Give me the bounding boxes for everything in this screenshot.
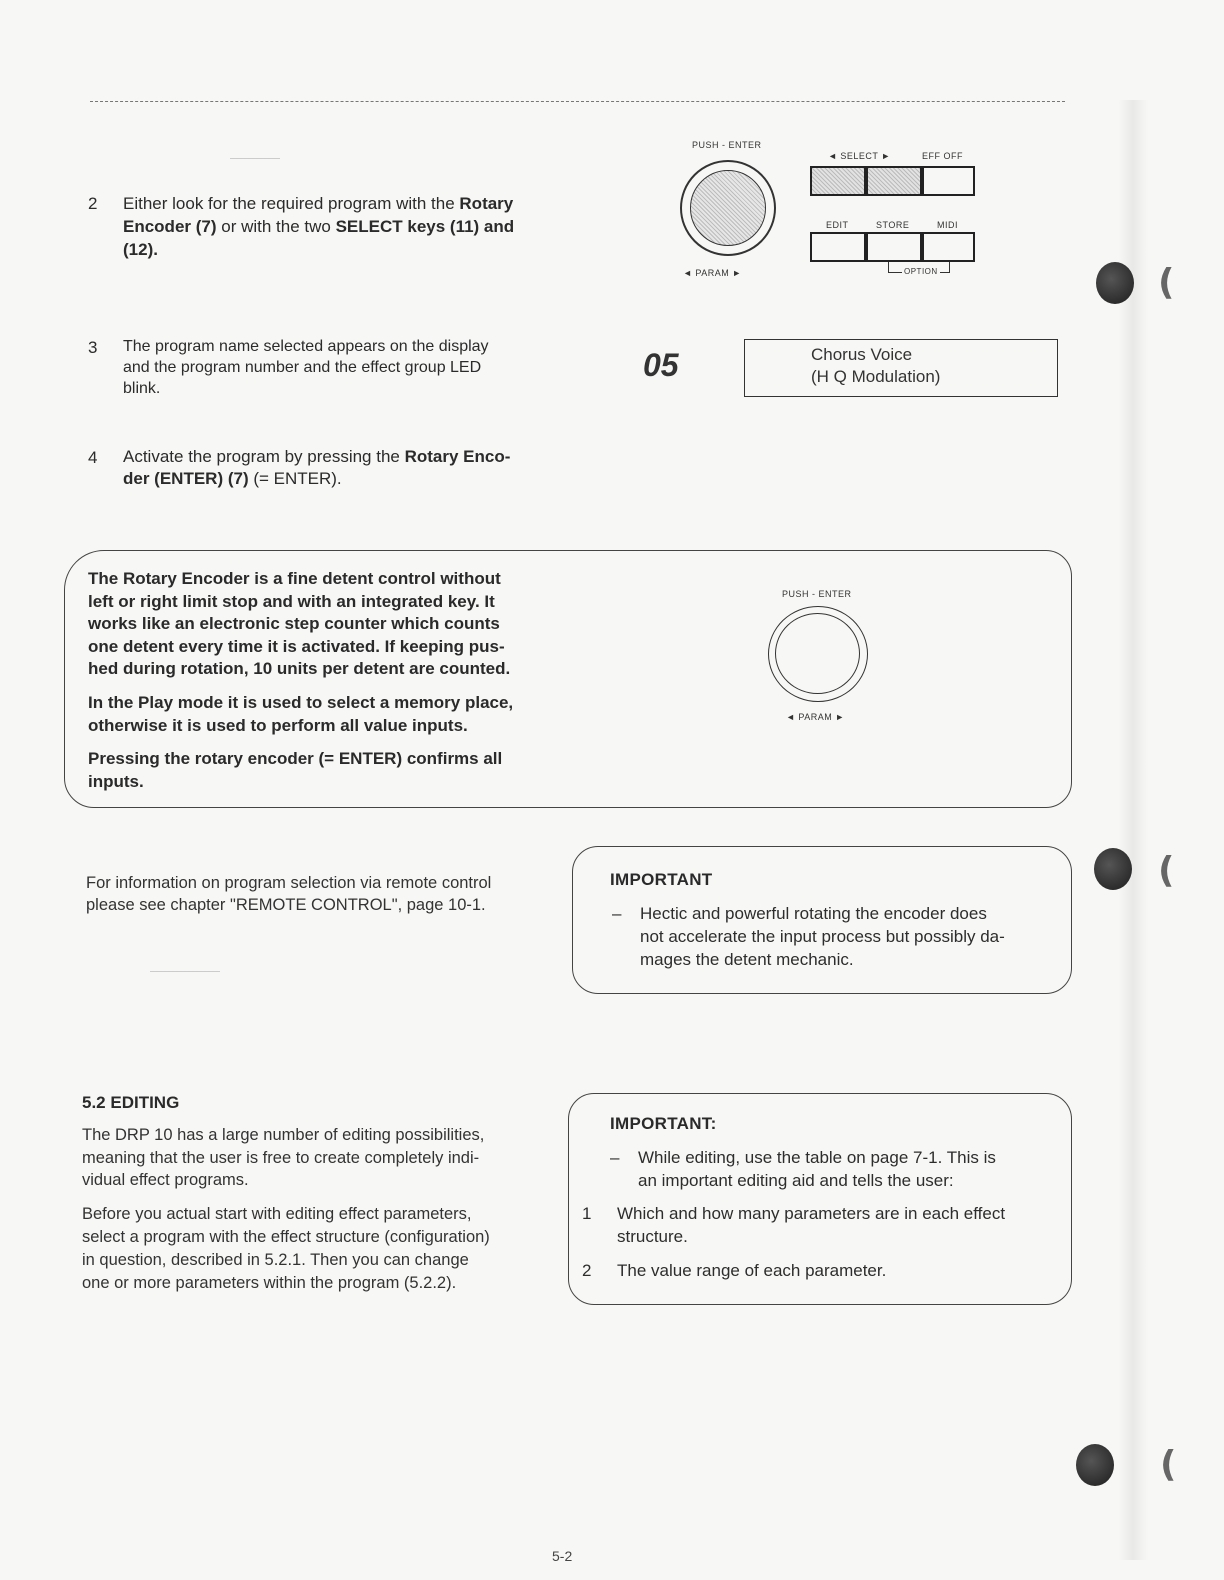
- store-label: STORE: [876, 220, 910, 230]
- rotary-encoder-knob: [680, 160, 776, 256]
- encoder-note-para-3: [88, 748, 568, 793]
- note-line: one detent every time it is activated. If keeping pus-: [88, 636, 505, 656]
- punch-hole: [1094, 848, 1132, 890]
- dash-bullet: –: [610, 1148, 620, 1167]
- display-line-2: (H Q Modulation): [811, 367, 941, 386]
- note-line: left or right limit stop and with an integrated key. It: [88, 591, 495, 611]
- step-text-bold: Rotary: [459, 194, 514, 213]
- important-title: IMPORTANT:: [610, 1114, 717, 1133]
- important-line: structure.: [617, 1227, 688, 1246]
- item-number: 1: [582, 1204, 592, 1223]
- note-line: Pressing the rotary encoder (= ENTER) confirms all: [88, 749, 503, 768]
- step-text-bold: der (ENTER) (7): [123, 469, 249, 488]
- lcd-display: [744, 339, 1058, 397]
- important-line: not accelerate the input process but possibly da-: [640, 927, 1005, 946]
- important-line: mages the detent mechanic.: [640, 950, 854, 969]
- midi-key: [922, 232, 975, 262]
- dash-bullet: –: [612, 904, 622, 923]
- step-text-bold: (12).: [123, 240, 158, 259]
- step-text: or with the two: [216, 217, 336, 236]
- top-rule: [90, 101, 1065, 102]
- important-line: The value range of each parameter.: [617, 1261, 887, 1280]
- para-line: The DRP 10 has a large number of editing possibilities,: [82, 1126, 485, 1144]
- rotary-encoder-cap: [690, 170, 766, 246]
- important-line: Hectic and powerful rotating the encoder does: [640, 904, 987, 923]
- important-line: Which and how many parameters are in each effect: [617, 1204, 1006, 1223]
- scan-mark: [230, 158, 280, 159]
- option-label: OPTION: [904, 267, 938, 276]
- edit-key: [810, 232, 866, 262]
- note-line: inputs.: [88, 771, 144, 791]
- push-enter-label: PUSH - ENTER: [692, 140, 762, 150]
- select-label: ◄ SELECT ►: [828, 151, 891, 161]
- param-label: ◄ PARAM ►: [683, 268, 742, 278]
- display-line-1: Chorus Voice: [811, 345, 913, 364]
- step-text-bold: Encoder (7): [123, 217, 217, 236]
- punch-hole-shadow: (: [1158, 262, 1175, 303]
- important-line: While editing, use the table on page 7-1. This is: [638, 1148, 996, 1167]
- important-title: IMPORTANT: [610, 870, 713, 889]
- param-label: ◄ PARAM ►: [786, 712, 845, 722]
- info-line: For information on program selection via remote control: [86, 874, 492, 892]
- para-line: meaning that the user is free to create completely indi-: [82, 1148, 480, 1167]
- rotary-encoder-cap: [775, 613, 860, 694]
- editing-para-2: [82, 1203, 490, 1295]
- punch-hole: [1076, 1444, 1114, 1486]
- note-line: works like an electronic step counter which counts: [88, 614, 500, 633]
- edit-label: EDIT: [826, 220, 849, 230]
- editing-para-1: [82, 1124, 484, 1192]
- info-line: please see chapter "REMOTE CONTROL", page 10-1.: [86, 896, 486, 914]
- step-text-bold: Rotary Enco-: [404, 447, 511, 466]
- select-right-key: [866, 166, 922, 196]
- para-line: in question, described in 5.2.1. Then you can change: [82, 1251, 469, 1269]
- para-line: select a program with the effect structure (configuration): [82, 1228, 490, 1246]
- step-text-bold: SELECT keys (11) and: [335, 217, 515, 236]
- push-enter-label: PUSH - ENTER: [782, 589, 852, 599]
- punch-hole: [1096, 262, 1134, 304]
- encoder-note-para-2: [88, 692, 568, 737]
- para-line: Before you actual start with editing effect parameters,: [82, 1205, 472, 1223]
- step-text: Activate the program by pressing the: [123, 447, 405, 466]
- step-number: 2: [88, 194, 98, 213]
- encoder-note-para-1: [88, 568, 568, 681]
- note-line: In the Play mode it is used to select a memory place,: [88, 693, 514, 712]
- para-line: vidual effect programs.: [82, 1171, 249, 1189]
- note-line: The Rotary Encoder is a fine detent control without: [88, 569, 501, 588]
- step-text: blink.: [123, 380, 161, 397]
- para-line: one or more parameters within the program (5.2.2).: [82, 1274, 457, 1292]
- note-line: hed during rotation, 10 units per detent are counted.: [88, 659, 511, 678]
- page-number: 5-2: [552, 1548, 573, 1564]
- midi-label: MIDI: [937, 220, 958, 230]
- note-line: otherwise it is used to perform all value inputs.: [88, 715, 468, 735]
- program-number-display: 05: [643, 347, 679, 383]
- step-number: 3: [88, 338, 98, 357]
- section-heading: 5.2 EDITING: [82, 1093, 180, 1112]
- step-number: 4: [88, 448, 98, 467]
- step-text: The program name selected appears on the display: [123, 338, 489, 355]
- store-key: [866, 232, 922, 262]
- rotary-encoder-knob: [768, 606, 868, 702]
- step-text: (= ENTER).: [248, 469, 342, 488]
- important-line: an important editing aid and tells the user:: [638, 1171, 954, 1190]
- eff-off-label: EFF OFF: [922, 151, 963, 161]
- punch-hole-shadow: (: [1160, 1444, 1177, 1485]
- punch-hole-shadow: (: [1158, 850, 1175, 891]
- step-text: and the program number and the effect group LED: [123, 359, 482, 376]
- eff-off-key: [922, 166, 975, 196]
- remote-control-info: [86, 872, 491, 916]
- select-left-key: [810, 166, 866, 196]
- item-number: 2: [582, 1261, 592, 1280]
- scan-mark: [150, 971, 220, 972]
- step-text: Either look for the required program with the: [123, 194, 455, 213]
- scan-edge-shadow: [1118, 100, 1148, 1560]
